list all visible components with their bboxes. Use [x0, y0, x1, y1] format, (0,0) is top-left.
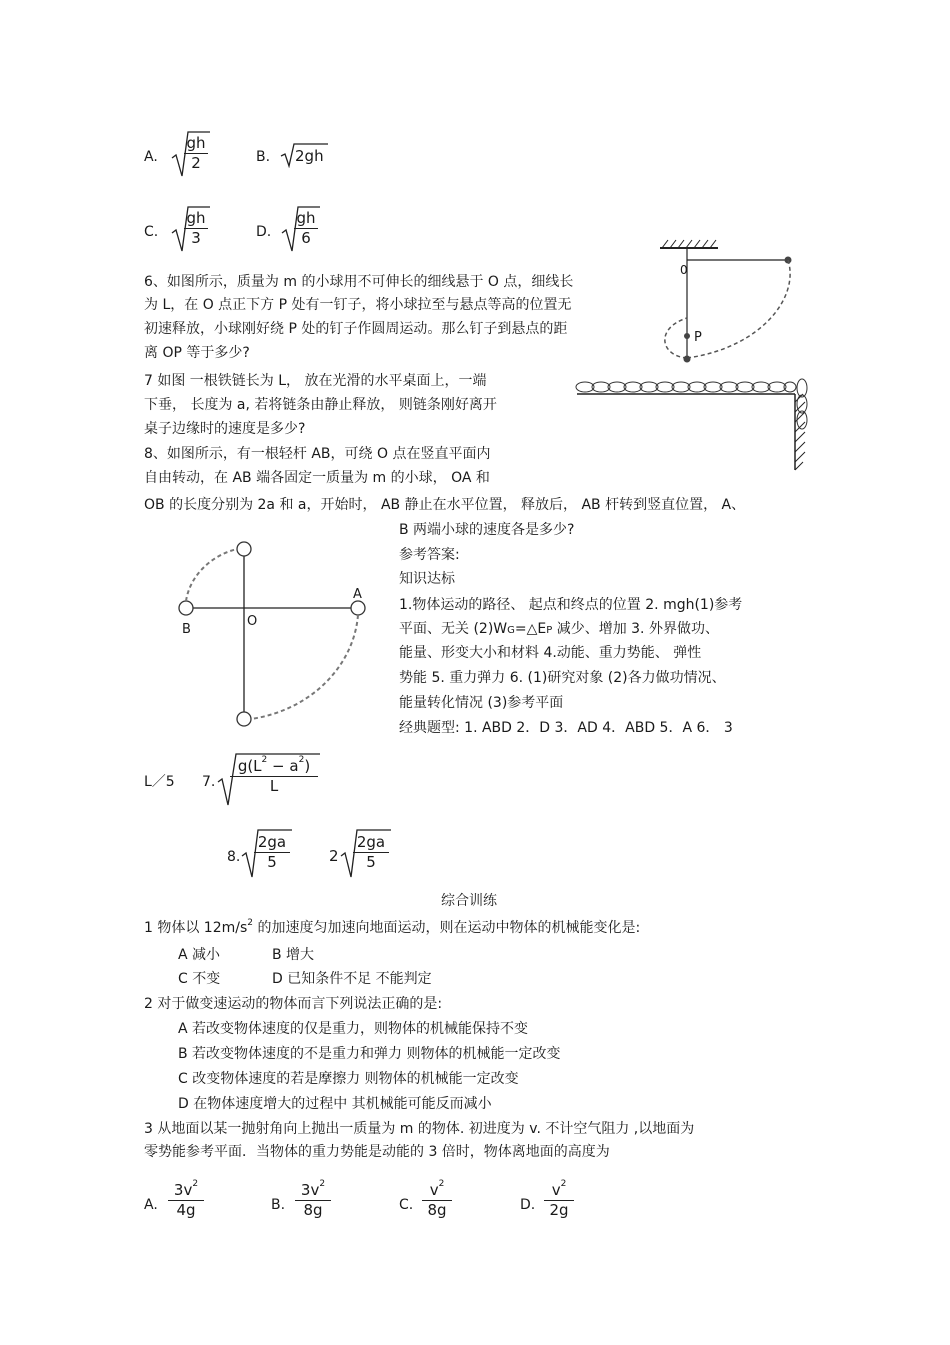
training-q3-line-2: 零势能参考平面．当物体的重力势能是动能的 3 倍时，物体离地面的高度为 — [144, 1144, 610, 1160]
q8-line-3: OB 的长度分别为 2a 和 a，开始时， AB 静止在水平位置， 释放后， AB 杆转到竖直位置， A、 — [144, 497, 746, 513]
q5-option-b-label: B. — [256, 149, 271, 165]
training-q2-option-a: A 若改变物体速度的仅是重力，则物体的机械能保持不变 — [178, 1021, 529, 1037]
q6-line-1: 6、如图所示，质量为 m 的小球用不可伸长的细线悬于 O 点，细线长 — [144, 274, 574, 290]
answer-8b-fraction: $\frac{2ga}{5}$ — [353, 833, 389, 872]
answers-line-6: 经典题型: 1. ABD 2．D 3．AD 4．ABD 5．A 6． 3 — [399, 720, 733, 736]
q5-option-c-label: C. — [144, 224, 159, 240]
training-q2-stem: 2 对于做变速运动的物体而言下列说法正确的是: — [144, 996, 443, 1012]
training-q3-option-d-fraction: $\frac{v^2}{2g}$ — [544, 1181, 574, 1220]
q5-option-c-fraction: $\frac{gh}{3}$ — [184, 209, 208, 248]
answer-8-label: 8. — [227, 849, 241, 865]
q6-label-o: 0 — [680, 263, 688, 277]
q8-rod-figure — [172, 535, 372, 735]
training-q1-stem: 1 物体以 $12m/s^2$ 的加速度匀加速向地面运动，则在运动中物体的机械能变化是: — [144, 918, 641, 936]
q6-line-2: 为 L，在 O 点正下方 P 处有一钉子，将小球拉至与悬点等高的位置无 — [144, 297, 572, 313]
answer-7-fraction: $\frac{g(L^2 - a^2)}{L}$ — [230, 757, 318, 796]
q5-option-b-expr: 2gh — [295, 147, 324, 165]
q8-label-b: B — [182, 622, 191, 637]
q8-line-4: B 两端小球的速度各是多少? — [399, 522, 575, 538]
q7-line-1: 7 如图 一根铁链长为 L， 放在光滑的水平桌面上，一端 — [144, 373, 487, 389]
q8-line-2: 自由转动，在 AB 端各固定一质量为 m 的小球， OA 和 — [144, 470, 490, 486]
q6-line-4: 离 OP 等于多少? — [144, 345, 250, 361]
q8-label-o: O — [247, 614, 258, 629]
answers-line-5: 能量转化情况 (3)参考平面 — [399, 695, 564, 711]
training-q3-option-d-label: D. — [520, 1197, 536, 1213]
training-q2-option-b: B 若改变物体速度的不是重力和弹力 则物体的机械能一定改变 — [178, 1046, 561, 1062]
answers-line-2: 平面、无关 (2)WG=△EP 减少、增加 3. 外界做功、 — [399, 621, 719, 637]
training-q3-option-b-fraction: $\frac{3v^2}{8g}$ — [295, 1181, 331, 1220]
answers-line-4: 势能 5. 重力弹力 6. (1)研究对象 (2)各力做功情况、 — [399, 670, 726, 686]
answers-section-knowledge: 知识达标 — [399, 571, 455, 587]
q7-line-2: 下垂， 长度为 a, 若将链条由静止释放， 则链条刚好离开 — [144, 397, 497, 413]
training-q2-option-d: D 在物体速度增大的过程中 其机械能可能反而减小 — [178, 1096, 492, 1112]
q5-option-a-label: A. — [144, 149, 158, 165]
training-q3-option-a-fraction: $\frac{3v^2}{4g}$ — [168, 1181, 204, 1220]
q7-chain-figure — [575, 374, 815, 474]
training-q3-option-a-label: A. — [144, 1197, 158, 1213]
training-q3-option-c-fraction: $\frac{v^2}{8g}$ — [422, 1181, 452, 1220]
q7-line-3: 桌子边缘时的速度是多少? — [144, 421, 306, 437]
training-q3-line-1: 3 从地面以某一抛射角向上抛出一质量为 m 的物体. 初进度为 v. 不计空气阻力 ,以地面为 — [144, 1121, 695, 1137]
q5-option-d-fraction: $\frac{gh}{6}$ — [294, 209, 318, 248]
q5-option-a-fraction: $\frac{gh}{2}$ — [184, 134, 208, 173]
training-q3-option-c-label: C. — [399, 1197, 414, 1213]
training-q1-option-b: B 增大 — [272, 947, 315, 963]
q8-label-a: A — [353, 587, 362, 602]
training-title: 综合训练 — [441, 893, 497, 909]
q5-option-d-label: D. — [256, 224, 272, 240]
answer-8a-fraction: $\frac{2ga}{5}$ — [254, 833, 290, 872]
q8-line-1: 8、如图所示，有一根轻杆 AB，可绕 O 点在竖直平面内 — [144, 446, 491, 462]
training-q1-option-d: D 已知条件不足 不能判定 — [272, 971, 432, 987]
training-q2-option-c: C 改变物体速度的若是摩擦力 则物体的机械能一定改变 — [178, 1071, 519, 1087]
q6-label-p: P — [694, 330, 702, 345]
q6-line-3: 初速释放，小球刚好绕 P 处的钉子作圆周运动。那么钉子到悬点的距 — [144, 321, 568, 337]
answers-line-7: L／5 — [144, 774, 175, 790]
training-q1-option-a: A 减小 — [178, 947, 221, 963]
answers-line-3: 能量、形变大小和材料 4.动能、重力势能、 弹性 — [399, 645, 702, 661]
answer-7-label: 7. — [202, 774, 216, 790]
training-q1-option-c: C 不变 — [178, 971, 221, 987]
answers-line-1: 1.物体运动的路径、 起点和终点的位置 2. mgh(1)参考 — [399, 597, 743, 613]
q6-pendulum-figure — [650, 238, 810, 373]
training-q3-option-b-label: B. — [271, 1197, 286, 1213]
answers-title: 参考答案: — [399, 547, 460, 563]
answer-8b-coefficient: 2 — [329, 847, 339, 865]
